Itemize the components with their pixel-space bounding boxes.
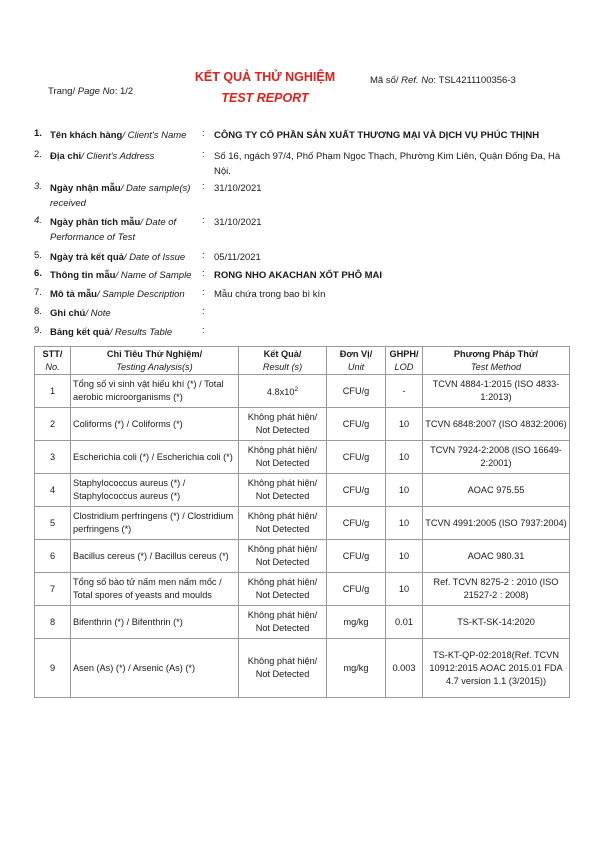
cell-no: 3 [35,441,71,474]
info-num: 5. [34,250,42,261]
report-title-vietnamese: KẾT QUẢ THỬ NGHIỆM [194,70,336,84]
cell-unit: CFU/g [327,474,386,507]
cell-unit: CFU/g [327,441,386,474]
ref-label-vn: Mã số/ [370,75,402,86]
cell-unit: CFU/g [327,540,386,573]
table-row [35,408,570,441]
header-result: Kết Quả/ Result (s) [239,347,327,375]
table-row [35,573,570,606]
info-colon: : [202,181,205,192]
report-title-english: TEST REPORT [221,91,309,105]
cell-lod: 10 [386,474,423,507]
cell-method: TCVN 4884-1:2015 (ISO 4833-1:2013) [423,375,570,408]
info-label: Địa chỉ/ Client's Address [50,151,155,162]
cell-lod: 10 [386,573,423,606]
cell-method: TS-KT-SK-14:2020 [423,606,570,639]
cell-analysis: Bacillus cereus (*) / Bacillus cereus (*) [71,540,239,573]
table-row [35,507,570,540]
info-value: 31/10/2021 [214,183,262,194]
header-stt: STT/ No. [35,347,71,375]
cell-lod: 10 [386,441,423,474]
info-label: Bảng kết quả/ Results Table [50,327,173,338]
ref-value: : TSL4211100356-3 [433,75,516,86]
cell-analysis: Clostridium perfringens (*) / Clostridium perfringens (*) [71,507,239,540]
info-label: Ngày phân tích mẫu/ Date of Performance of Test [50,217,177,243]
cell-result: Không phát hiện/ Not Detected [239,540,327,573]
cell-unit: mg/kg [327,639,386,698]
table-row [35,441,570,474]
info-value: Số 16, ngách 97/4, Phố Phạm Ngọc Thạch, Phường Kim Liên, Quận Đống Đa, Hà Nội. [214,151,561,177]
cell-result: Không phát hiện/ Not Detected [239,408,327,441]
info-colon: : [202,149,205,160]
info-label: Mô tả mẫu/ Sample Description [50,289,185,300]
cell-lod: - [386,375,423,408]
cell-method: Ref. TCVN 8275-2 : 2010 (ISO 21527-2 : 2008) [423,573,570,606]
cell-unit: mg/kg [327,606,386,639]
info-num: 6. [34,268,42,279]
cell-analysis: Asen (As) (*) / Arsenic (As) (*) [71,639,239,698]
cell-method: AOAC 975.55 [423,474,570,507]
info-colon: : [202,287,205,298]
cell-result: Không phát hiện/ Not Detected [239,639,327,698]
cell-unit: CFU/g [327,408,386,441]
cell-no: 4 [35,474,71,507]
info-colon: : [202,215,205,226]
results-table [34,346,570,698]
cell-lod: 0.003 [386,639,423,698]
info-label: Ghi chú/ Note [50,308,111,319]
info-num: 8. [34,306,42,317]
cell-analysis: Tổng số vi sinh vật hiếu khí (*) / Total aerobic microorganisms (*) [71,375,239,408]
header-method: Phương Pháp Thử/ Test Method [423,347,570,375]
cell-no: 7 [35,573,71,606]
cell-result: Không phát hiện/ Not Detected [239,474,327,507]
cell-no: 5 [35,507,71,540]
header-lod: GHPH/ LOD [386,347,423,375]
cell-no: 6 [35,540,71,573]
ref-label-en: Ref. No [401,75,434,86]
cell-no: 8 [35,606,71,639]
cell-unit: CFU/g [327,507,386,540]
cell-result: $4.8x10^2$ [239,375,327,408]
cell-analysis: Escherichia coli (*) / Escherichia coli (*) [71,441,239,474]
info-colon: : [202,268,205,279]
table-row [35,606,570,639]
cell-analysis: Staphylococcus aureus (*) / Staphylococcus aureus (*) [71,474,239,507]
header-unit: Đơn Vị/ Unit [327,347,386,375]
table-row [35,474,570,507]
reference-number [370,75,516,86]
cell-analysis: Bifenthrin (*) / Bifenthrin (*) [71,606,239,639]
cell-method: TS-KT-QP-02:2018(Ref. TCVN 10912:2015 AOAC 2015.01 FDA 4.7 version 1.1 (3/2015)) [423,639,570,698]
table-row [35,540,570,573]
cell-result: Không phát hiện/ Not Detected [239,441,327,474]
cell-method: AOAC 980.31 [423,540,570,573]
cell-analysis: Tổng số bào tử nấm men nấm mốc / Total spores of yeasts and moulds [71,573,239,606]
info-num: 4. [34,215,42,226]
cell-unit: CFU/g [327,375,386,408]
info-value: Mẫu chứa trong bao bì kín [214,289,326,300]
info-colon: : [202,306,205,317]
cell-lod: 0.01 [386,606,423,639]
cell-method: TCVN 6848:2007 (ISO 4832:2006) [423,408,570,441]
table-row [35,375,570,408]
page-label-en: Page No [77,86,115,97]
page-value: : 1/2 [114,86,134,97]
cell-method: TCVN 4991:2005 (ISO 7937:2004) [423,507,570,540]
cell-unit: CFU/g [327,573,386,606]
info-colon: : [202,325,205,336]
info-num: 3. [34,181,42,192]
cell-result: Không phát hiện/ Not Detected [239,573,327,606]
info-num: 1. [34,128,42,139]
info-num: 9. [34,325,42,336]
cell-result: Không phát hiện/ Not Detected [239,606,327,639]
table-header-row [35,347,570,375]
cell-result: Không phát hiện/ Not Detected [239,507,327,540]
info-label: Ngày trả kết quả/ Date of Issue [50,252,186,263]
info-value: RONG NHO AKACHAN XỐT PHÔ MAI [214,270,383,281]
info-label: Thông tin mẫu/ Name of Sample [50,270,192,281]
page-label-vn: Trang/ [48,86,78,97]
cell-no: 2 [35,408,71,441]
info-value: 05/11/2021 [214,252,261,263]
header-analysis: Chỉ Tiêu Thử Nghiệm/ Testing Analysis(s) [71,347,239,375]
cell-lod: 10 [386,540,423,573]
cell-method: TCVN 7924-2:2008 (ISO 16649-2:2001) [423,441,570,474]
info-label: Tên khách hàng/ Client's Name [50,130,187,141]
info-num: 2. [34,149,42,160]
cell-no: 1 [35,375,71,408]
table-row [35,639,570,698]
info-value: CÔNG TY CỔ PHẦN SẢN XUẤT THƯƠNG MẠI VÀ DỊCH VỤ PHÚC THỊNH [214,130,540,141]
info-num: 7. [34,287,42,298]
info-colon: : [202,128,205,139]
cell-lod: 10 [386,408,423,441]
info-colon: : [202,250,205,261]
page-number [48,86,133,97]
cell-analysis: Coliforms (*) / Coliforms (*) [71,408,239,441]
info-label: Ngày nhận mẫu/ Date sample(s) received [50,183,191,209]
cell-lod: 10 [386,507,423,540]
info-value: 31/10/2021 [214,217,262,228]
cell-no: 9 [35,639,71,698]
